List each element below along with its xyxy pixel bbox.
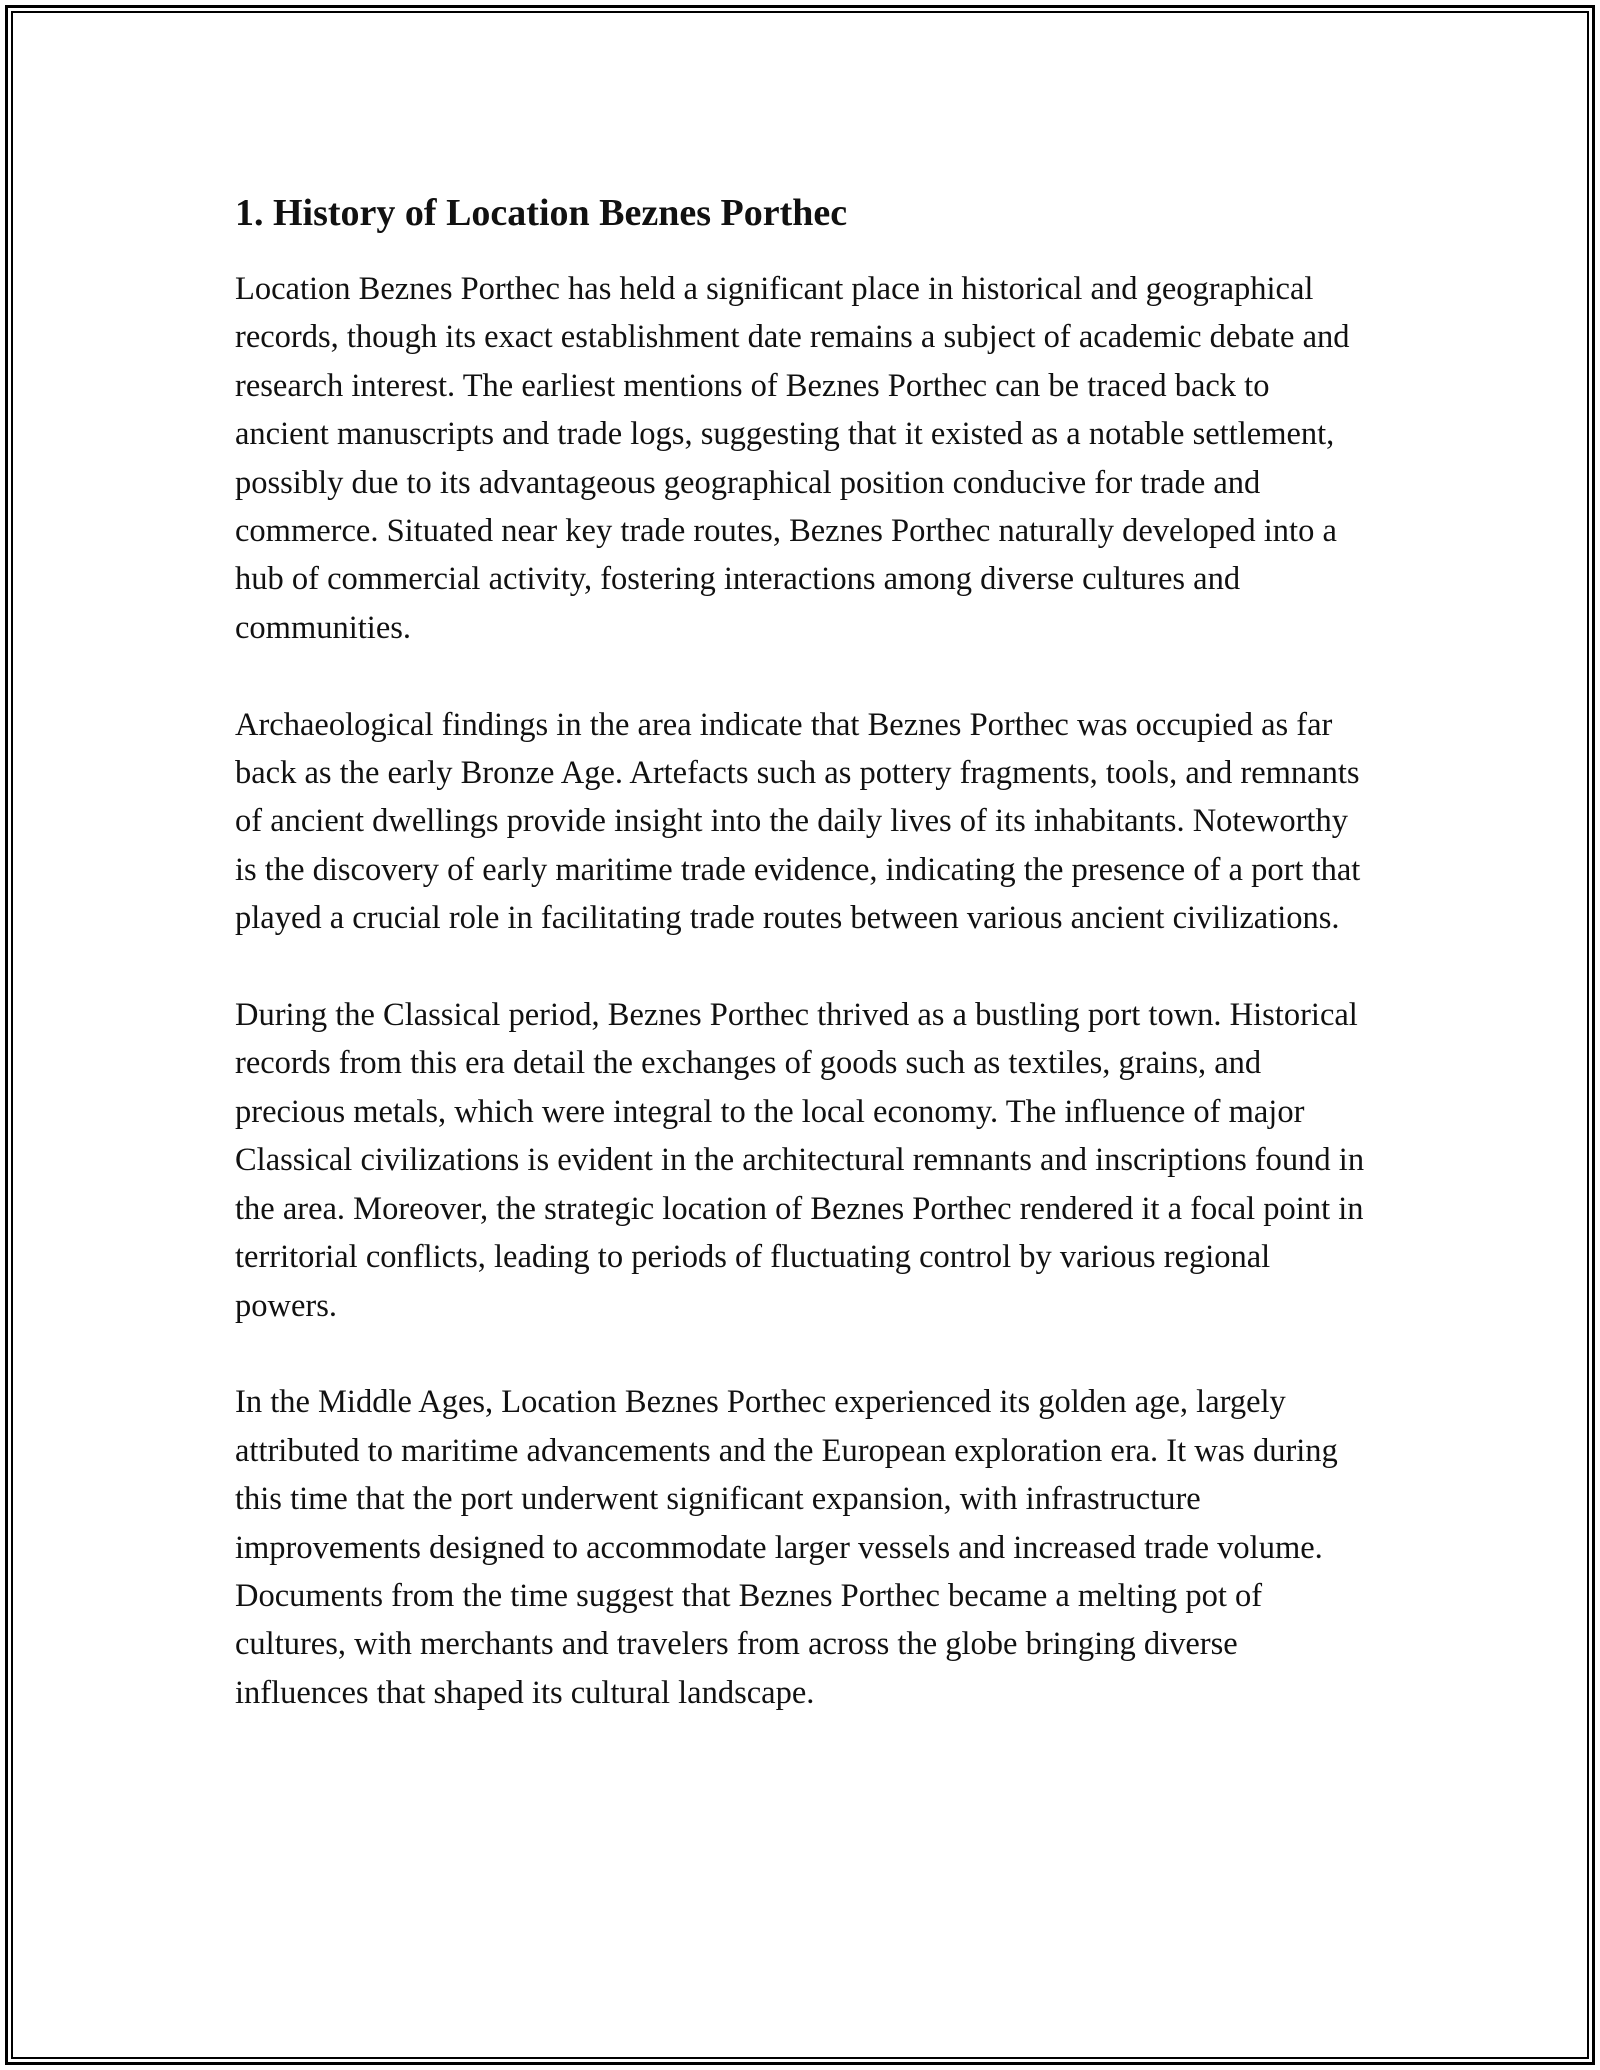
section-heading: 1. History of Location Beznes Porthec	[235, 192, 848, 234]
paragraph-middle-ages: In the Middle Ages, Location Beznes Porthec experienced its golden age, largely attributed to maritime advancements and the European exploration era. It was during this time that the port underwent significant expansion, with infrastructure improvements designed to accommodate larger vessels and increased trade volume. Documents from the time suggest that Beznes Porthec became a melting pot of cultures, with merchants and travelers from across the globe bringing diverse influences that shaped its cultural landscape.	[235, 1384, 1338, 1711]
paragraph-origins: Location Beznes Porthec has held a significant place in historical and geographical records, though its exact establishment date remains a subject of academic debate and research interest. The earliest mentions of Beznes Porthec can be traced back to ancient manuscripts and trade logs, suggesting that it existed as a notable settlement, possibly due to its advantageous geographical position conducive for trade and commerce. Situated near key trade routes, Beznes Porthec naturally developed into a hub of commercial activity, fostering interactions among diverse cultures and communities.	[235, 271, 1350, 646]
document-body	[235, 185, 1365, 1766]
paragraph-archaeology: Archaeological findings in the area indicate that Beznes Porthec was occupied as far back as the early Bronze Age. Artefacts such as pottery fragments, tools, and remnants of ancient dwellings provide insight into the daily lives of its inhabitants. Noteworthy is the discovery of early maritime trade evidence, indicating the presence of a port that played a crucial role in facilitating trade routes between various ancient civilizations.	[235, 706, 1361, 937]
paragraph-classical-period: During the Classical period, Beznes Porthec thrived as a bustling port town. Historical records from this era detail the exchanges of goods such as textiles, grains, and precious metals, which were integral to the local economy. The influence of major Classical civilizations is evident in the architectural remnants and inscriptions found in the area. Moreover, the strategic location of Beznes Porthec rendered it a focal point in territorial conflicts, leading to periods of fluctuating control by various regional powers.	[235, 997, 1365, 1324]
